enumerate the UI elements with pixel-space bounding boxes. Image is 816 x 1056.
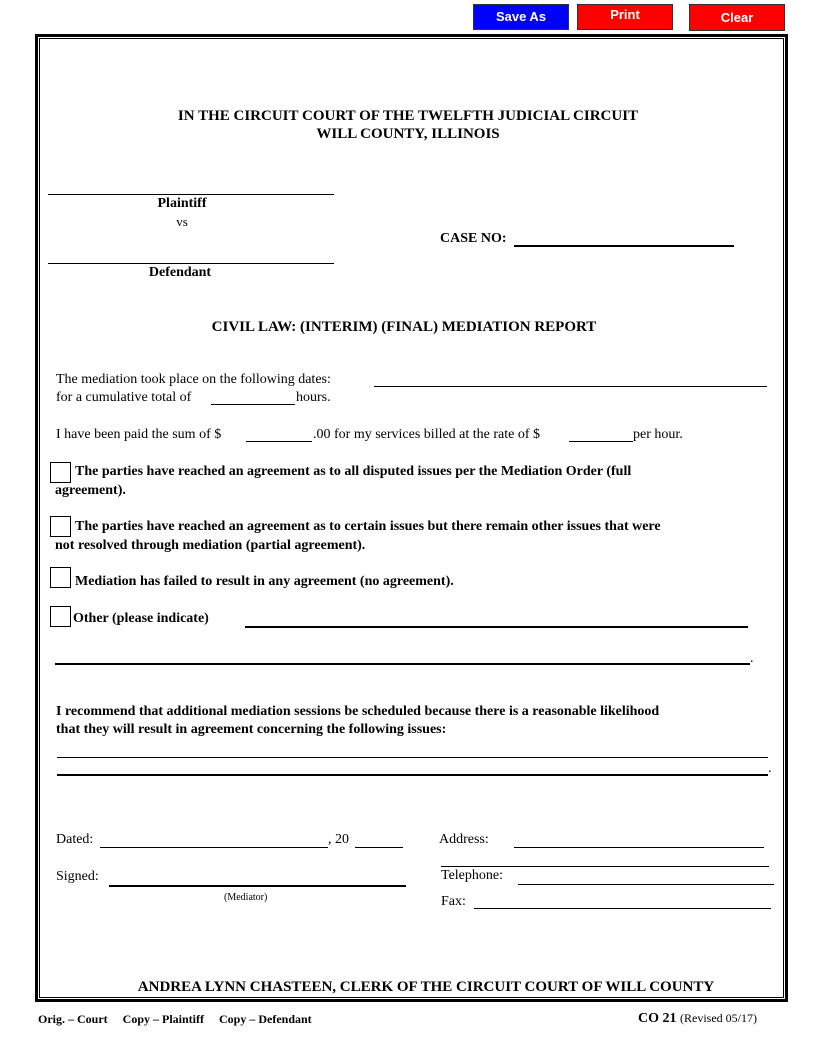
no-agreement-checkbox[interactable] (50, 567, 71, 588)
paid-prefix: I have been paid the sum of $ (56, 427, 222, 442)
partial-agreement-line1: The parties have reached an agreement as to certain issues but there remain other issues that were (75, 519, 661, 534)
full-agreement-checkbox[interactable] (50, 462, 71, 483)
dated-field[interactable] (100, 847, 328, 848)
defendant-label: Defendant (148, 265, 212, 280)
year-prefix: , 20 (328, 832, 349, 847)
other-label: Other (please indicate) (73, 611, 209, 626)
mediator-label: (Mediator) (224, 892, 268, 903)
telephone-field[interactable] (518, 884, 774, 885)
partial-agreement-checkbox[interactable] (50, 516, 71, 537)
other-field[interactable] (245, 626, 748, 628)
vs-label: vs (176, 214, 188, 229)
dates-field[interactable] (374, 386, 767, 387)
plaintiff-name-field[interactable] (48, 194, 334, 195)
cumulative-suffix: hours. (296, 390, 331, 405)
dated-label: Dated: (56, 832, 94, 847)
no-agreement-label: Mediation has failed to result in any agreement (no agreement). (75, 574, 454, 589)
telephone-label: Telephone: (441, 868, 503, 883)
court-heading-line1: IN THE CIRCUIT COURT OF THE TWELFTH JUDICIAL CIRCUIT (177, 108, 639, 124)
print-button[interactable]: Print (577, 4, 673, 30)
form-code: CO 21 (638, 1011, 677, 1026)
case-no-field[interactable] (514, 245, 734, 247)
issues-field-line1[interactable] (57, 757, 768, 758)
signature-field[interactable] (109, 885, 406, 887)
revision-date: (Revised 05/17) (680, 1011, 757, 1025)
clear-button[interactable]: Clear (689, 4, 785, 31)
court-heading-line2: WILL COUNTY, ILLINOIS (316, 126, 500, 142)
dates-label: The mediation took place on the following dates: (56, 372, 331, 387)
form-inner-border (39, 38, 784, 998)
year-field[interactable] (355, 847, 403, 848)
rate-field[interactable] (569, 441, 633, 442)
save-as-button[interactable]: Save As (473, 4, 569, 30)
other-checkbox[interactable] (50, 606, 71, 627)
clerk-name: ANDREA LYNN CHASTEEN, CLERK OF THE CIRCUIT COURT OF WILL COUNTY (137, 979, 715, 995)
plaintiff-label: Plaintiff (157, 196, 207, 211)
paid-sum-field[interactable] (246, 441, 312, 442)
recommend-line1: I recommend that additional mediation sessions be scheduled because there is a reasonable likelihood (56, 704, 660, 719)
recommend-line2: that they will result in agreement concerning the following issues: (56, 722, 447, 737)
paid-suffix: per hour. (633, 427, 683, 442)
other-field-line2[interactable] (55, 663, 750, 665)
partial-agreement-line2: not resolved through mediation (partial agreement). (55, 538, 366, 553)
issues-period: . (768, 761, 772, 776)
address-field[interactable] (514, 847, 764, 848)
report-title: CIVIL LAW: (INTERIM) (FINAL) MEDIATION REPORT (211, 319, 597, 335)
address-label: Address: (439, 832, 489, 847)
defendant-name-field[interactable] (48, 263, 334, 264)
full-agreement-line2: agreement). (55, 483, 126, 498)
form-number (638, 1011, 757, 1027)
paid-middle: .00 for my services billed at the rate of $ (313, 427, 541, 442)
case-no-label: CASE NO: (440, 231, 507, 246)
issues-field-line2[interactable] (57, 774, 768, 776)
copy-distribution: Orig. – Court Copy – Plaintiff Copy – Defendant (38, 1012, 312, 1026)
signed-label: Signed: (56, 869, 99, 884)
hours-field[interactable] (211, 404, 295, 405)
cumulative-prefix: for a cumulative total of (56, 390, 192, 405)
fax-label: Fax: (441, 894, 466, 909)
fax-field[interactable] (474, 908, 771, 909)
address-field-line2[interactable] (441, 866, 769, 867)
other-period: . (750, 651, 754, 666)
full-agreement-line1: The parties have reached an agreement as to all disputed issues per the Mediation Order (full (75, 464, 632, 479)
